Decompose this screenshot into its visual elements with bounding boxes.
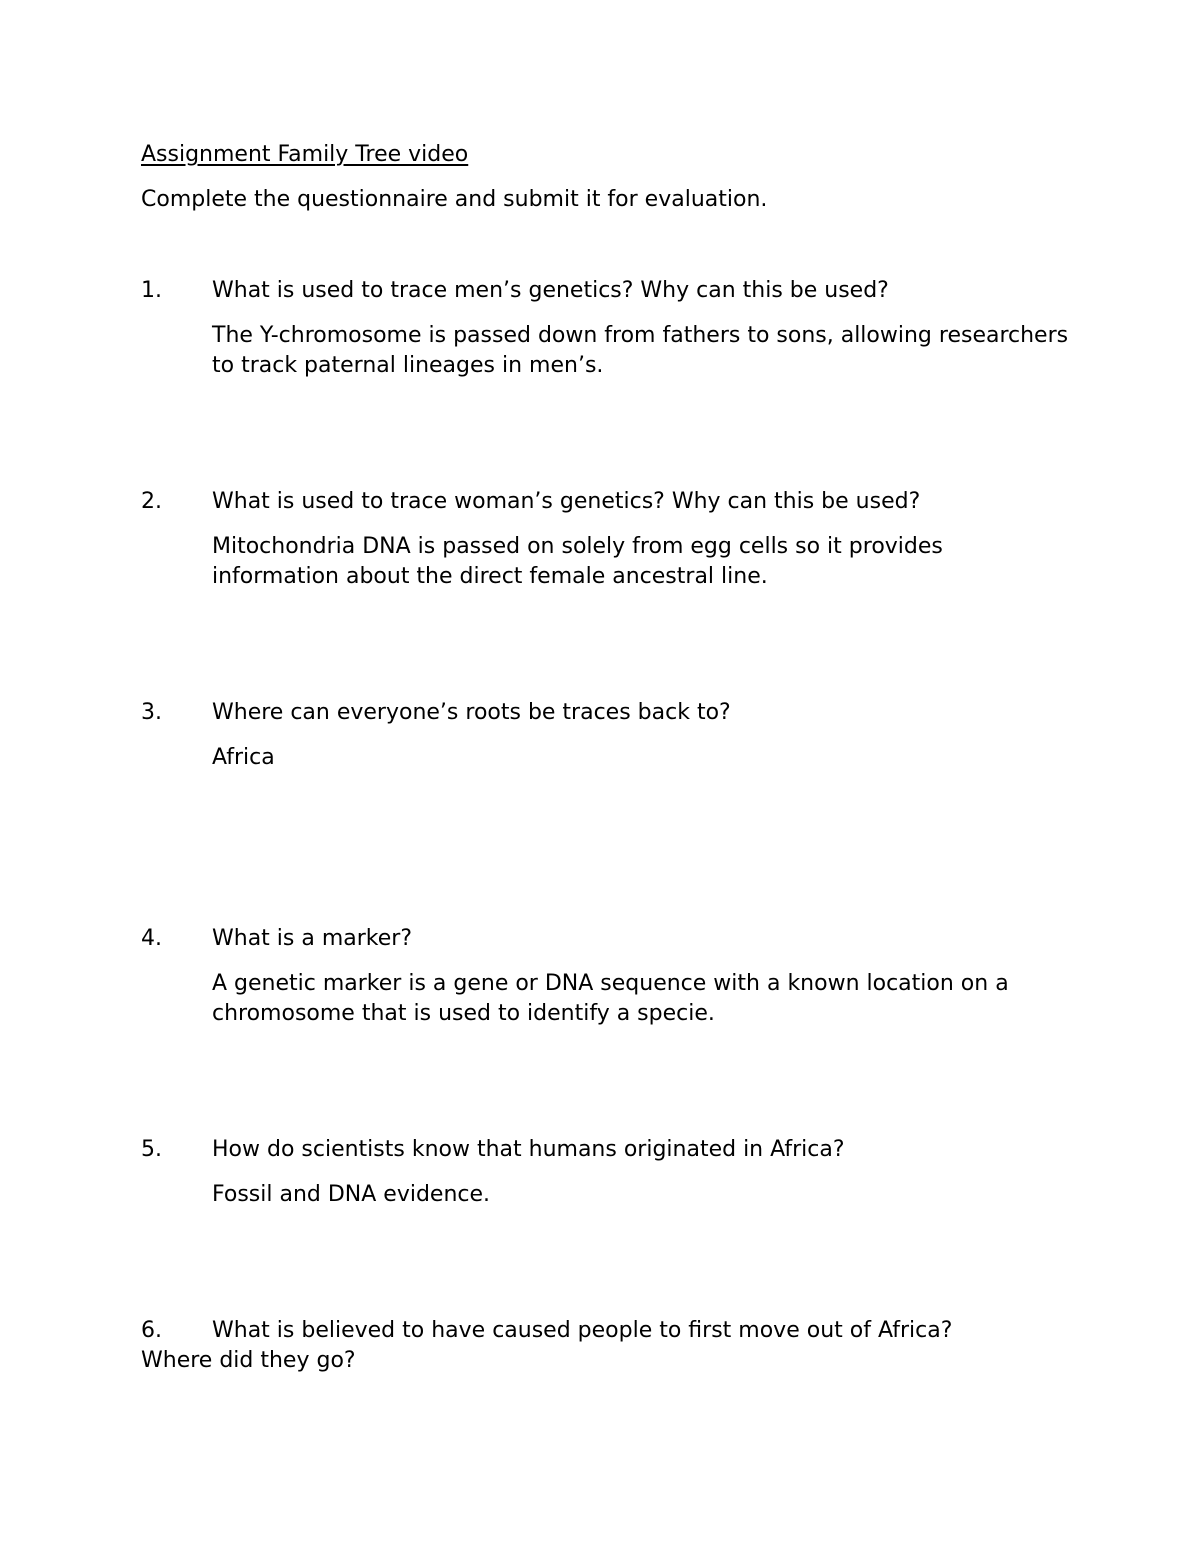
answer-text: The Y-chromosome is passed down from fathers to sons, allowing researchers to track paternal lineages in men’s.: [212, 323, 1069, 378]
answer-text: A genetic marker is a gene or DNA sequence with a known location on a chromosome that is used to identify a specie.: [212, 971, 1009, 1026]
question-text: What is believed to have caused people to first move out of Africa?: [212, 1318, 953, 1343]
question-number: 4.: [141, 926, 162, 951]
question-text: How do scientists know that humans originated in Africa?: [212, 1137, 845, 1162]
answer-text: Fossil and DNA evidence.: [212, 1182, 491, 1207]
question-text: What is used to trace men’s genetics? Why can this be used?: [212, 278, 889, 303]
answer-text: Mitochondria DNA is passed on solely from egg cells so it provides information about the direct female ancestral line.: [212, 534, 943, 589]
question-number: 6.: [141, 1318, 162, 1343]
document-instructions: Complete the questionnaire and submit it for evaluation.: [141, 187, 768, 212]
question-number: 5.: [141, 1137, 162, 1162]
question-6-line1: [141, 1316, 1041, 1346]
question-number: 2.: [141, 489, 162, 514]
question-6-line2: Where did they go?: [141, 1348, 356, 1373]
question-6: [141, 1316, 1041, 1376]
question-text: What is used to trace woman’s genetics? Why can this be used?: [212, 489, 921, 514]
question-text: Where can everyone’s roots be traces back to?: [212, 700, 731, 725]
question-number: 1.: [141, 278, 162, 303]
document-title: Assignment Family Tree video: [141, 142, 469, 167]
answer-text: Africa: [212, 745, 275, 770]
question-text: What is a marker?: [212, 926, 413, 951]
question-number: 3.: [141, 700, 162, 725]
